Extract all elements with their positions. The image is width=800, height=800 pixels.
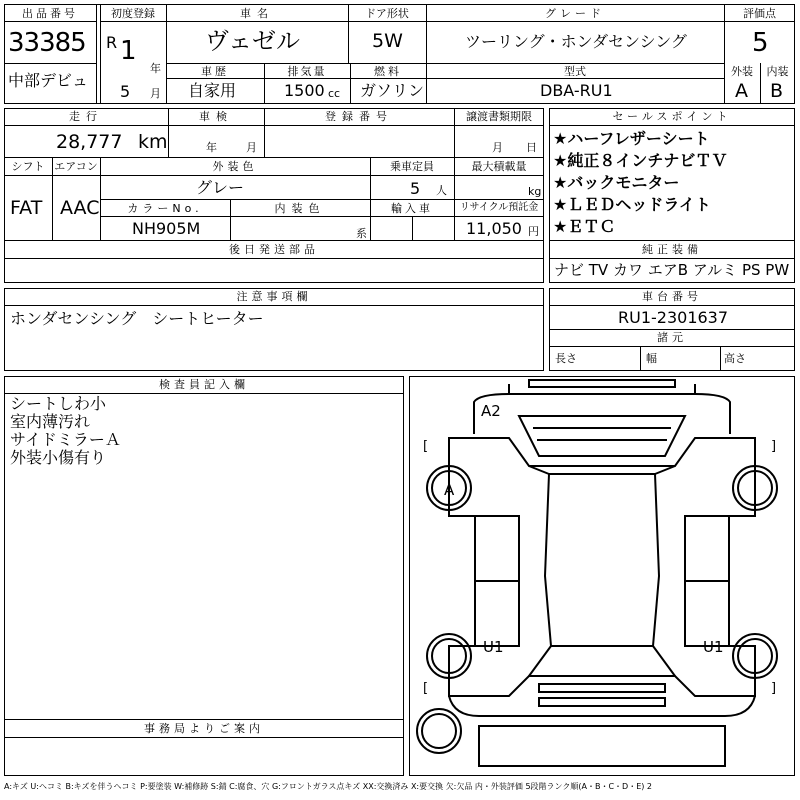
interior-color-label: 内装色 — [274, 202, 326, 215]
chassis-number: RU1-2301637 — [618, 308, 729, 327]
score-label: 評価点 — [743, 7, 776, 20]
inspector-line: 外装小傷有り — [10, 448, 107, 467]
notes-label: 注意事項欄 — [236, 290, 312, 303]
exterior-score: A — [735, 80, 748, 102]
transfer-day-unit: 日 — [526, 141, 537, 154]
year-unit: 年 — [150, 62, 161, 75]
height-label: 高さ — [724, 352, 746, 365]
inspector-line: サイドミラーＡ — [10, 430, 121, 449]
color-number: NH905M — [132, 219, 201, 238]
chassis-label: 車台番号 — [642, 290, 702, 303]
lot-number-label: 出品番号 — [22, 7, 78, 20]
car-name-label: 車名 — [240, 7, 274, 20]
interior-score: B — [770, 80, 784, 102]
reg-number-label: 登録番号 — [325, 110, 393, 123]
inspection-month-unit: 月 — [246, 141, 257, 154]
notes-text: ホンダセンシング シートヒーター — [10, 309, 264, 328]
shift-label: シフト — [11, 160, 45, 173]
model-code: DBA-RU1 — [540, 81, 613, 100]
damage-mark: A2 — [481, 402, 501, 420]
history: 自家用 — [188, 81, 237, 100]
damage-mark: U1 — [483, 638, 504, 656]
office-info-label: 事務局よりご案内 — [144, 722, 264, 735]
sales-point-item: ★バックモニター — [553, 173, 680, 192]
fuel-label: 燃料 — [374, 65, 402, 78]
door-type: 5W — [372, 30, 403, 52]
ac: AAC — [60, 197, 100, 219]
later-parts-label: 後日発送部品 — [229, 243, 319, 256]
sales-point-item: ★ＥＴＣ — [553, 217, 616, 236]
legend-text: A:キズ U:ヘコミ B:キズを伴うヘコミ P:要塗装 W:補修跡 S:錆 C:腐食、穴 G:フロントガラス点キズ XX:交換済み X:要交換 欠:欠品 内・外装評価 5段階ランク順(A・B・C・D・E) 2 — [4, 782, 653, 791]
capacity: 5 — [410, 179, 421, 198]
import-label: 輸入車 — [391, 202, 433, 215]
car-diagram — [409, 376, 795, 776]
history-label: 車歴 — [201, 65, 229, 78]
color-number-label: カラーNo. — [127, 202, 203, 215]
exterior-color: グレー — [196, 178, 245, 197]
sales-point-item: ★ハーフレザーシート — [553, 129, 710, 148]
year-number: 1 — [120, 36, 137, 66]
inspection-label: 車検 — [199, 110, 233, 123]
interior-color-unit: 系 — [356, 227, 367, 240]
bracket-mark: [ — [423, 439, 429, 454]
transfer-month-unit: 月 — [492, 141, 503, 154]
first-reg-label: 初度登録 — [111, 7, 155, 20]
displacement-label: 排気量 — [287, 65, 327, 78]
car-name: ヴェゼル — [205, 27, 301, 55]
recycle-label: リサイクル預託金 — [459, 202, 539, 213]
max-load-label: 最大積載量 — [471, 160, 527, 173]
month-unit: 月 — [150, 87, 161, 100]
capacity-label: 乗車定員 — [390, 160, 434, 173]
transfer-deadline-label: 譲渡書類期限 — [466, 110, 532, 123]
recycle-deposit: 11,050 — [466, 219, 522, 238]
ac-label: エアコン — [54, 160, 98, 173]
score: 5 — [752, 28, 769, 58]
inspection-year-unit: 年 — [206, 141, 217, 154]
max-load-unit: kg — [528, 185, 542, 198]
recycle-unit: 円 — [528, 225, 539, 238]
sales-point-item: ★ＬＥＤヘッドライト — [553, 195, 711, 214]
damage-mark: U1 — [703, 638, 724, 656]
fuel: ガソリン — [360, 81, 425, 100]
month-number: 5 — [120, 82, 131, 101]
sales-point-item: ★純正８インチナビＴＶ — [553, 151, 728, 170]
auction-name: 中部デビュ — [8, 71, 89, 90]
model-code-label: 型式 — [564, 65, 586, 78]
shift: FAT — [10, 197, 43, 219]
genuine-equipment-label: 純正装備 — [642, 243, 702, 256]
inspector-line: シートしわ小 — [10, 394, 107, 413]
inspector-line: 室内薄汚れ — [10, 412, 91, 431]
sales-points-label: セールスポイント — [612, 110, 732, 123]
color-label: 外装色 — [212, 160, 258, 173]
genuine-equipment: ナビ TV カワ エアB アルミ PS PW — [554, 261, 790, 279]
displacement: 1500 — [284, 81, 325, 100]
door-label: ドア形状 — [365, 7, 409, 20]
inspector-label: 検査員記入欄 — [159, 378, 249, 391]
width-label: 幅 — [646, 352, 657, 365]
dimensions-label: 諸元 — [657, 331, 687, 344]
bracket-mark: ] — [771, 439, 777, 454]
damage-mark: A — [444, 481, 455, 499]
capacity-unit: 人 — [436, 184, 447, 197]
displacement-unit: cc — [328, 87, 341, 100]
mileage: 28,777 — [56, 131, 123, 153]
exterior-score-label: 外装 — [731, 65, 753, 78]
grade-label: グレード — [545, 7, 605, 20]
grade: ツーリング・ホンダセンシング — [465, 32, 687, 51]
mileage-label: 走行 — [69, 110, 103, 123]
length-label: 長さ — [555, 352, 577, 365]
interior-score-label: 内装 — [766, 65, 789, 78]
era: R — [106, 33, 118, 52]
mileage-unit: km — [138, 131, 168, 153]
lot-number: 33385 — [8, 28, 86, 58]
bracket-mark: ] — [771, 681, 777, 696]
bracket-mark: [ — [423, 681, 429, 696]
